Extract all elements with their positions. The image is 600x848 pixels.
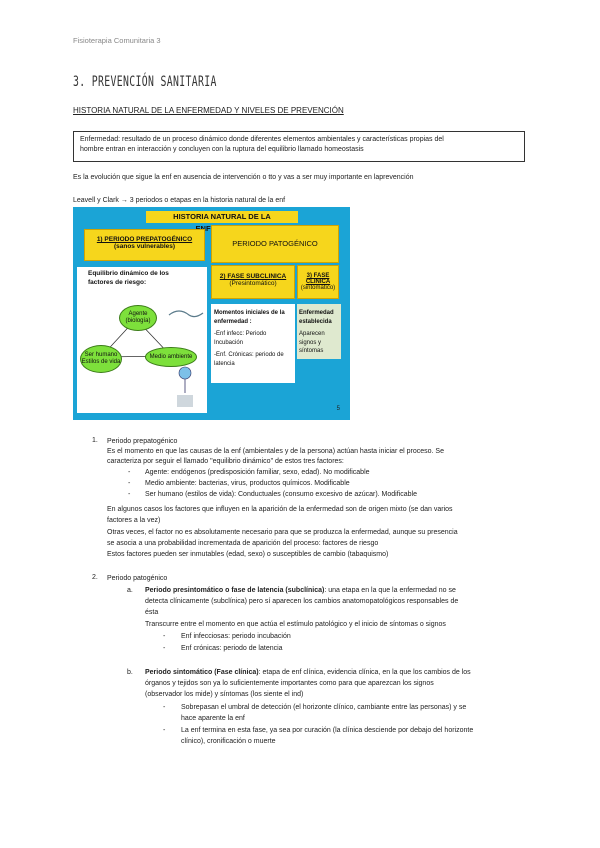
list-number: 1. — [92, 437, 98, 444]
definition-box — [73, 131, 525, 162]
list-paragraph: En algunos casos los factores que influyen en la aparición de la enfermedad son de origen mixto (se dan varios — [107, 506, 453, 513]
list-paragraph: Es el momento en que las causas de la enf (ambientales y de la persona) actúan hasta iniciar el proceso. Se — [107, 448, 444, 455]
subclinical-desc: : una etapa en la que la enfermedad no se — [324, 587, 456, 594]
evolution-text: Es la evolución que sigue la enf en ausencia de intervención o tto y vas a ser muy importante en laprevención — [73, 174, 414, 181]
bacteriophage-illustration — [179, 367, 191, 379]
initial-moments-box — [211, 304, 295, 383]
equilibrium-panel — [77, 267, 207, 413]
list-paragraph: ésta — [145, 609, 159, 616]
list-title: Periodo patogénico — [107, 575, 168, 582]
slide-number: 5 — [336, 406, 340, 412]
subclinical-sub: (Presintomático) — [229, 280, 277, 287]
environment-node: Medio ambiente — [145, 347, 197, 367]
clinical-box — [297, 265, 339, 299]
list-paragraph: Otras veces, el factor no es absolutamente necesario para que se produzca la enfermedad, aunque su presencia — [107, 529, 458, 536]
initial-moments-title: Momentos iniciales de la enfermedad : — [214, 310, 285, 325]
established-disease-label: Enfermedad establecida — [299, 310, 334, 325]
factor-item: Medio ambiente: bacterias, virus, productos químicos. Modificable — [145, 480, 350, 487]
definition-line: Enfermedad: resultado de un proceso dinámico donde diferentes elementos ambientales y características propias del — [80, 136, 444, 143]
sublist-item: Enf crónicas: periodo de latencia — [181, 645, 283, 652]
established-disease-box — [297, 304, 341, 359]
initial-moments-chronic: -Enf. Crónicas: periodo de latencia — [214, 352, 284, 367]
diagram-title: HISTORIA NATURAL DE LA — [146, 211, 298, 223]
list-paragraph: factores a la vez) — [107, 517, 161, 524]
page-header: Fisioterapia Comunitaria 3 — [73, 36, 161, 45]
factor-item: Ser humano (estilos de vida): Conductuales (consumo excesivo de azúcar). Modificable — [145, 491, 417, 498]
sublist-letter: a. — [127, 587, 133, 594]
sublist-item: clínico), cronificación o muerte — [181, 738, 276, 745]
sublist-item: hace aparente la enf — [181, 715, 245, 722]
sublist-letter: b. — [127, 669, 133, 676]
definition-line: hombre entran en interacción y concluyen con la ruptura del equilibrio llamado homeostasis — [80, 146, 364, 153]
patogenic-box: PERIODO PATOGÉNICO — [211, 225, 339, 263]
list-paragraph: Transcurre entre el momento en que actúa el estímulo patológico y el inicio de síntomas o signos — [145, 621, 446, 628]
signs-symptoms-label: Aparecen signos y síntomas — [299, 331, 325, 354]
equilibrium-label: Equilibrio dinámico de los factores de riesgo: — [88, 270, 169, 286]
clinical-paragraph — [145, 668, 471, 678]
list-paragraph: se asocia a una probabilidad incrementada de aparición del proceso: factores de riesgo — [107, 540, 379, 547]
clinical-sub: (sintomático) — [300, 285, 336, 291]
prepatogenic-box — [84, 229, 205, 261]
prepatogenic-sub: (sanos vulnerables) — [113, 243, 176, 250]
list-title: Periodo prepatogénico — [107, 438, 178, 445]
initial-moments-infectious: -Enf infecc: Periodo Incubación — [214, 331, 267, 346]
sublist-item: Enf infecciosas: periodo incubación — [181, 633, 291, 640]
triangle-lines — [77, 267, 207, 413]
list-paragraph: (observador los mide) y síntomas (los siente el ind) — [145, 691, 304, 698]
factor-item: Agente: endógenos (predisposición familiar, sexo, edad). No modificable — [145, 469, 370, 476]
subclinical-paragraph — [145, 586, 456, 596]
figure-illustration — [177, 395, 193, 407]
sublist-item: La enf termina en esta fase, ya sea por curación (la clínica desciende por debajo del horizonte — [181, 727, 474, 734]
subclinical-label: 2) FASE SUBCLINICA — [219, 273, 287, 280]
section-title: 3. PREVENCIÓN SANITARIA — [73, 74, 217, 90]
subclinical-term: Periodo presintomático o fase de latencia (subclínica) — [145, 587, 325, 594]
subclinical-box — [211, 265, 295, 299]
agent-node: Agente (biología) — [119, 305, 157, 331]
natural-history-diagram — [73, 207, 350, 420]
list-paragraph: detecta clínicamente (subclínica) pero sí aparecen los cambios anatomopatológicos responsables de — [145, 598, 459, 605]
list-paragraph: Estos factores pueden ser inmutables (edad, sexo) o susceptibles de cambio (tabaquismo) — [107, 551, 389, 558]
human-node: Ser humano Estilos de vida — [80, 345, 122, 373]
clinical-desc: : etapa de enf clínica, evidencia clínica, en la que los cambios de los — [258, 669, 471, 676]
clinical-term: Periodo sintomático (Fase clínica) — [145, 669, 259, 676]
virus-illustration — [169, 311, 203, 317]
list-paragraph: órganos y tejidos son ya lo suficientemente importantes como para que aparezcan los signos — [145, 680, 434, 687]
subtitle: HISTORIA NATURAL DE LA ENFERMEDAD Y NIVELES DE PREVENCIÓN — [73, 106, 344, 115]
sublist-item: Sobrepasan el umbral de detección (el horizonte clínico, cambiante entre las personas) y se — [181, 704, 467, 711]
clinical-label: 3) FASE CLINICA — [305, 273, 331, 285]
prepatogenic-label: 1) PERIODO PREPATOGÉNICO — [96, 236, 193, 243]
leavell-text: Leavell y Clark → 3 periodos o etapas en la historia natural de la enf — [73, 197, 286, 204]
list-number: 2. — [92, 574, 98, 581]
list-paragraph: caracteriza por seguir el llamado "equilibrio dinámico" de estos tres factores: — [107, 458, 344, 465]
document-page: Fisioterapia Comunitaria 3 3. PREVENCIÓN SANITARIA HISTORIA NATURAL DE LA ENFERMEDAD Y NIVELES DE PREVENCIÓN Enfermedad: resultado de un proceso dinámico donde diferentes elementos ambientales y características propias del hombre entran en interacción y concluyen con la ruptura del equilibrio llamado homeostasis Es la evolución que sigue la enf en ausencia de intervención o tto y vas a ser muy importante en laprevención Leavell y Clark → 3 periodos o etapas en la historia natural de la enf HISTORIA NATURAL DE LA 1) PERIODO PREPATOGÉNICO (sanos vulnerables) PERIODO PATOGÉNICO 2) FASE SUBCLINICA (Presintomático) 3) FASE CLINICA (sintomático) Equilibrio dinámico de los factores de riesgo: Agente (biología) Ser humano Estilos de vida Medio ambiente Momentos iniciales de la enfermedad : -Enf infecc: Periodo Incubación -Enf. Crónicas: periodo de latencia Enfermedad establecida Aparecen signos y síntomas 5 1. Periodo prepatogénico Es el momento en que las causas de la enf (ambientales y de la persona) actúan hasta iniciar el proceso. Se caracteriza por seguir el llamado "equilibrio dinámico" de estos tres factores: - Agente: endógenos (predisposición familiar, sexo, edad). No modificable - Medio ambiente: bacterias, virus, productos químicos. Modificable - Ser humano (estilos de vida): Conductuales (consumo excesivo de azúcar). Modificable En algunos casos los factores que influyen en la aparición de la enfermedad son de origen mixto (se dan varios factores a la vez) Otras veces, el factor no es absolutamente necesario para que se produzca la enfermedad, aunque su presencia se asocia a una probabilidad incrementada de aparición del proceso: factores de riesgo Estos factores pueden ser inmutables (edad, sexo) o susceptibles de cambio (tabaquismo) 2. Periodo patogénico a. Periodo presintomático o fase de latencia (subclínica): una etapa en la que la enfermedad no se detecta clínicamente (subclínica) pero sí aparecen los cambios anatomopatológicos responsables de ésta Transcurre entre el momento en que actúa el estímulo patológico y el inicio de síntomas o signos - Enf infecciosas: periodo incubación - Enf crónicas: periodo de latencia b. Periodo sintomático (Fase clínica): etapa de enf clínica, evidencia clínica, en la que los cambios de los órganos y tejidos son ya lo suficientemente importantes como para que aparezcan los signos (observador los mide) y síntomas (los siente el ind) - Sobrepasan el umbral de detección (el horizonte clínico, cambiante entre las personas) y se hace aparente la enf - La enf termina en esta fase, ya sea por curación (la clínica desciende por debajo del horizonte clínico), cronificación o muerte — [0, 0, 600, 848]
